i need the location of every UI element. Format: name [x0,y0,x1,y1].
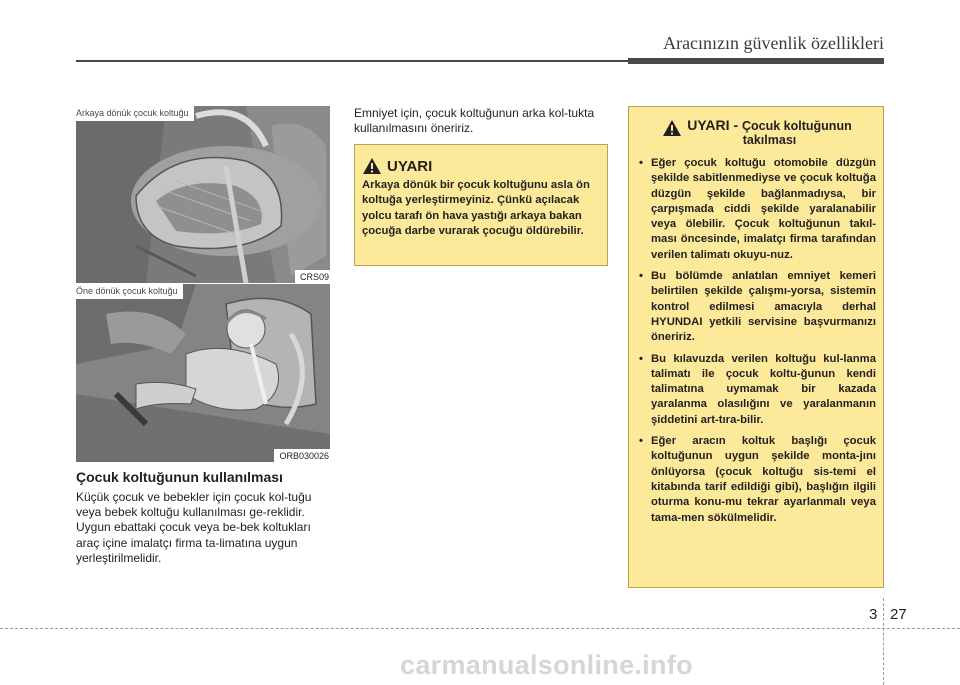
forward-facing-seat-photo [76,284,330,462]
list-item: • Bu kılavuzda verilen koltuğu kul-lanma talimatı ile çocuk koltu-ğunun kendi talimatına uymamak bir kazada yaralanma olasılığını ve yaralanmanın şiddetini art-tıra-bilir. [638,352,876,428]
figure-label: Öne dönük çocuk koltuğu [76,284,183,299]
chapter-title: Aracınızın güvenlik özellikleri [663,33,884,53]
list-item: • Bu bölümde anlatılan emniyet kemeri belirtilen şekilde çalışmı-yorsa, sistemin kontrol edilmesi amacıyla derhal HYUNDAI yetkili servisine başvurmanızı öneririz. [638,269,876,345]
section-heading: Çocuk koltuğunun kullanılması [76,469,283,485]
warning-list [638,156,876,526]
list-item: • Eğer aracın koltuk başlığı çocuk koltuğunun uygun şekilde monta-jını önlüyorsa (çocuk koltuğu sis-temi el kitabında tarif edildiği gibi), başlığın ilgili oturma konu-mu tekrar ayarlanmalı veya tama-men sökülmelidir. [638,434,876,526]
warning-subtitle-line2: takılması [742,133,797,147]
warning-text: Arkaya dönük bir çocuk koltuğunu asla ön koltuğa yerleştirmeyiniz. Çünkü açılacak yolcu tarafı ön hava yastığı arkaya bakan çocuğa darbe vurarak çocuğu öldürebilir. [362,179,590,238]
list-item: • Eğer çocuk koltuğu otomobile düzgün şekilde sabitlenmediyse ve çocuk koltuğa düzgün şekilde bağlanmadıysa, bir çarpışmada ciddi şekilde yaralanabilir veya ölebilir. Çocuk koltuğunun takıl-ması öncesinde, imalatçı firma tarafından verilen talimatı okuyu-nuz. [638,156,876,263]
warning-word: UYARI [387,157,433,175]
warning-triangle-icon [662,119,682,137]
figure-code: CRS09 [295,270,330,283]
section-body: Küçük çocuk ve bebekler için çocuk kol-tuğu veya bebek koltuğu kullanılması ge-reklidir. Uygun ebattaki çocuk veya be-bek koltukları araç içine imalatçı firma ta-limatına uygun yerleştirilmelidir. [76,490,312,565]
forward-facing-seat-illustration [76,284,330,462]
warning-box-airbag [354,144,608,266]
warning-header [638,117,876,147]
warning-subtitle-line1: Çocuk koltuğunun [742,119,852,133]
recommendation-text: Emniyet için, çocuk koltuğunun arka kol-tukta kullanılmasını öneririz. [354,106,595,136]
warning-dash: - [733,117,739,133]
figure-label: Arkaya dönük çocuk koltuğu [76,106,194,121]
warning-triangle-icon [362,157,382,175]
rear-facing-seat-illustration [76,106,330,283]
figure-code: ORB030026 [274,449,330,462]
watermark: carmanualsonline.info [400,650,693,680]
rear-facing-seat-photo [76,106,330,283]
header-tab-bar [628,58,884,64]
footer-divider [883,598,884,685]
warning-word: UYARI [687,117,730,133]
warning-title [687,117,851,147]
chapter-number: 3 [869,606,878,623]
footer-rule [0,628,960,629]
page-number: 27 [890,606,907,623]
warning-box-installation [628,106,884,588]
warning-header [362,157,599,175]
